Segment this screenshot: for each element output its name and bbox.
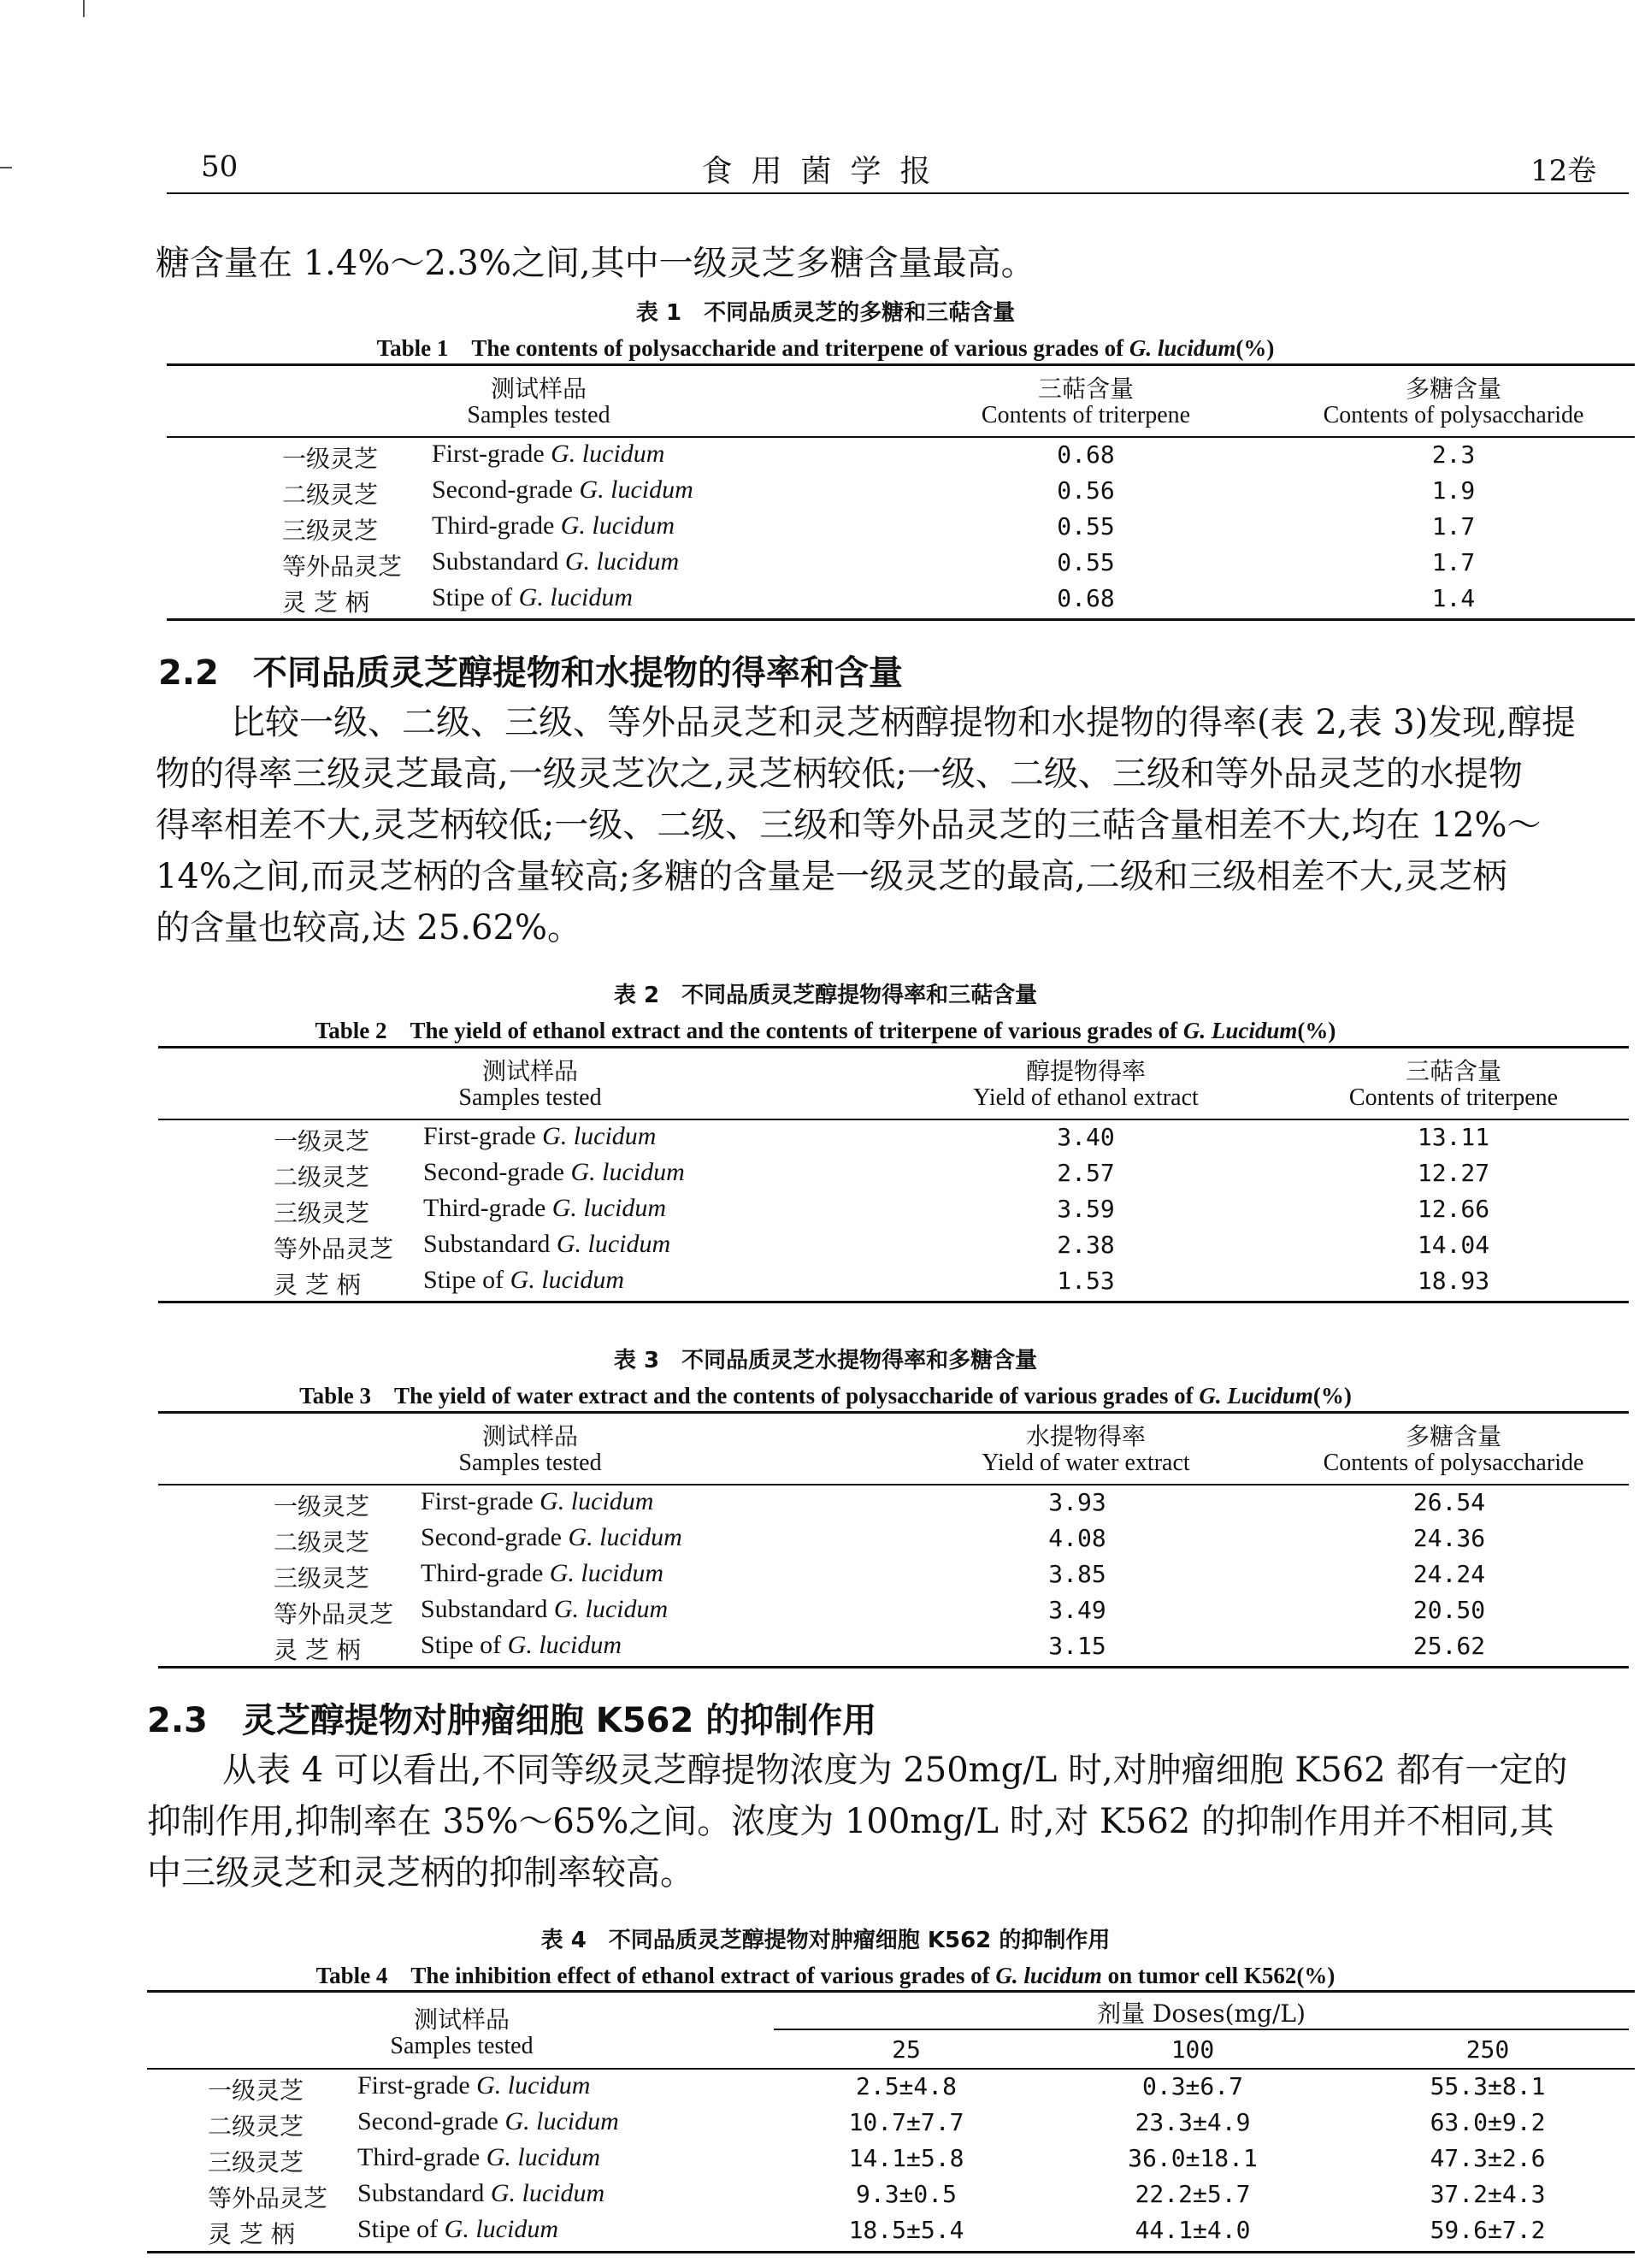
table4-row-dose250: 47.3±2.6 (1430, 2144, 1546, 2172)
page-number: 50 (201, 150, 239, 184)
table1-row-en: Substandard G. lucidum (432, 547, 680, 576)
table2-row-ethanol-yield: 2.57 (1057, 1159, 1115, 1187)
table1-bottom-rule (167, 618, 1635, 621)
table3-row-water-yield: 4.08 (1048, 1524, 1106, 1552)
table2-caption-cn: 表 2 不同品质灵芝醇提物得率和三萜含量 (613, 983, 1038, 1008)
table4-row-en: Second-grade G. lucidum (357, 2107, 619, 2135)
table1-col3-header-en: Contents of polysaccharide (1323, 402, 1584, 428)
table2-row-cn: 二级灵芝 (274, 1163, 370, 1191)
table4-dose-header: 剂量 Doses(mg/L) (1097, 1999, 1306, 2028)
table3-row-cn: 二级灵芝 (274, 1528, 370, 1556)
table2-col3-header-cn: 三萜含量 (1405, 1057, 1501, 1085)
table4-dose-25: 25 (892, 2035, 921, 2064)
table4-row-dose25: 2.5±4.8 (855, 2072, 957, 2100)
table1-row-en: Second-grade G. lucidum (432, 475, 693, 504)
table3-top-rule (158, 1411, 1629, 1414)
intro-paragraph (156, 238, 1643, 289)
table3-caption-en: Table 3 The yield of water extract and the contents of polysaccharide of various grades of G. Lucidum(%) (299, 1383, 1352, 1409)
table3-caption-cn: 表 3 不同品质灵芝水提物得率和多糖含量 (613, 1348, 1038, 1373)
table4-header-rule (147, 2068, 1635, 2070)
table2-row-ethanol-yield: 3.40 (1057, 1123, 1115, 1151)
paragraph-line: 14%之间,而灵芝柄的含量较高;多糖的含量是一级灵芝的最高,二级和三级相差不大,灵芝柄 (156, 857, 1507, 896)
table2-header-rule (158, 1119, 1629, 1120)
table1-row-triterpene: 0.55 (1057, 512, 1115, 540)
table1-col1-header-en: Samples tested (467, 402, 610, 428)
table2-row-ethanol-yield: 3.59 (1057, 1195, 1115, 1223)
table3-row-cn: 一级灵芝 (274, 1492, 370, 1521)
table2-col1-header-cn: 测试样品 (481, 1057, 578, 1085)
table2-caption-en: Table 2 The yield of ethanol extract and the contents of triterpene of various grades of G. Lucidum(%) (315, 1018, 1336, 1043)
table1-row-polysaccharide: 1.7 (1431, 548, 1476, 576)
table3-row-water-yield: 3.93 (1048, 1488, 1106, 1516)
table1-row-polysaccharide: 1.9 (1431, 476, 1476, 505)
table3-col3-header-cn: 多糖含量 (1405, 1422, 1501, 1450)
table4-dose-250: 250 (1465, 2035, 1510, 2064)
table1-top-rule (167, 363, 1635, 366)
table4-row-dose250: 37.2±4.3 (1430, 2180, 1546, 2208)
table4-row-dose100: 23.3±4.9 (1135, 2108, 1251, 2136)
table1-caption-cn: 表 1 不同品质灵芝的多糖和三萜含量 (635, 300, 1016, 326)
paragraph-line: 得率相差不大,灵芝柄较低;一级、二级、三级和等外品灵芝的三萜含量相差不大,均在 12%～ (156, 806, 1542, 845)
table2-row-triterpene: 12.27 (1417, 1159, 1490, 1187)
table2-row-cn: 灵 芝 柄 (274, 1271, 361, 1299)
table1-caption-en-prefix: Table 1 The contents of polysaccharide and triterpene of various grades of (376, 335, 1129, 361)
table1-row-polysaccharide: 1.7 (1431, 512, 1476, 540)
table1-row-cn: 三级灵芝 (282, 517, 379, 545)
table3-row-water-yield: 3.85 (1048, 1560, 1106, 1588)
table2-row-triterpene: 14.04 (1417, 1231, 1490, 1259)
paragraph-line: 物的得率三级灵芝最高,一级灵芝次之,灵芝柄较低;一级、二级、三级和等外品灵芝的水提物 (156, 754, 1523, 794)
table4-row-cn: 等外品灵芝 (208, 2184, 328, 2212)
table4-row-dose25: 18.5±5.4 (848, 2216, 964, 2244)
table2-row-triterpene: 18.93 (1417, 1267, 1490, 1295)
table2-row-en: Third-grade G. lucidum (423, 1194, 667, 1222)
paragraph-line: 抑制作用,抑制率在 35%～65%之间。浓度为 100mg/L 时,对 K562 的抑制作用并不相同,其 (147, 1802, 1554, 1841)
table4-bottom-rule (147, 2251, 1635, 2253)
table1-col1-header-cn: 测试样品 (490, 375, 587, 403)
table3-row-en: Second-grade G. lucidum (421, 1523, 682, 1551)
table3-row-cn: 等外品灵芝 (274, 1600, 394, 1628)
table3-row-polysaccharide: 24.24 (1412, 1560, 1486, 1588)
table2-row-cn: 三级灵芝 (274, 1199, 370, 1227)
table1-row-triterpene: 0.56 (1057, 476, 1115, 505)
paragraph-line: 的含量也较高,达 25.62%。 (156, 908, 581, 948)
table1-row-cn: 灵 芝 柄 (282, 588, 369, 617)
table4-caption-cn: 表 4 不同品质灵芝醇提物对肿瘤细胞 K562 的抑制作用 (540, 1928, 1111, 1953)
table2-row-triterpene: 12.66 (1417, 1195, 1490, 1223)
table3-row-cn: 灵 芝 柄 (274, 1636, 361, 1664)
header-rule (167, 192, 1629, 194)
table1-caption-en (0, 329, 1651, 363)
table2-col3-header-en: Contents of triterpene (1348, 1084, 1559, 1111)
table3-col1-header-cn: 测试样品 (481, 1422, 578, 1450)
table3-row-cn: 三级灵芝 (274, 1564, 370, 1592)
table3-row-water-yield: 3.49 (1048, 1596, 1106, 1624)
table3-row-en: First-grade G. lucidum (421, 1487, 654, 1515)
table4-row-dose100: 44.1±4.0 (1135, 2216, 1251, 2244)
journal-title: 食用菌学报 (701, 154, 950, 189)
table2-row-ethanol-yield: 2.38 (1057, 1231, 1115, 1259)
table2-col1-header-en: Samples tested (458, 1084, 602, 1111)
table4-col1-header-en: Samples tested (390, 2033, 534, 2059)
table4-row-en: Third-grade G. lucidum (357, 2143, 601, 2171)
table3-col1-header-en: Samples tested (458, 1450, 602, 1476)
table4-row-cn: 二级灵芝 (208, 2112, 304, 2141)
volume-label: 12卷 (1530, 154, 1597, 188)
table4-row-dose25: 10.7±7.7 (848, 2108, 964, 2136)
table1-row-triterpene: 0.68 (1057, 440, 1115, 469)
table2-row-ethanol-yield: 1.53 (1057, 1267, 1115, 1295)
margin-mark-top (83, 0, 85, 17)
table2-top-rule (158, 1046, 1629, 1048)
table1-row-en: Third-grade G. lucidum (432, 511, 675, 540)
table3-col3-header-en: Contents of polysaccharide (1323, 1450, 1584, 1476)
table4-row-cn: 灵 芝 柄 (208, 2220, 295, 2248)
table3-row-en: Stipe of G. lucidum (421, 1631, 622, 1659)
table1-row-en: First-grade G. lucidum (432, 440, 665, 468)
table2-row-en: First-grade G. lucidum (423, 1122, 657, 1150)
section-2-2-paragraph (156, 697, 1643, 954)
table4-row-dose25: 14.1±5.8 (848, 2144, 964, 2172)
table2-col2-header-cn: 醇提物得率 (1025, 1057, 1146, 1085)
table3-col2-header-en: Yield of water extract (982, 1450, 1190, 1476)
table1-row-en: Stipe of G. lucidum (432, 583, 633, 611)
table4-row-en: Substandard G. lucidum (357, 2179, 605, 2207)
paragraph-line: 比较一级、二级、三级、等外品灵芝和灵芝柄醇提物和水提物的得率(表 2,表 3)发现,醇提 (231, 703, 1576, 742)
table4-row-cn: 一级灵芝 (208, 2076, 304, 2105)
table2-row-en: Substandard G. lucidum (423, 1230, 671, 1258)
table4-caption-en: Table 4 The inhibition effect of ethanol extract of various grades of G. lucidum on tumor cell K562(%) (315, 1963, 1336, 1988)
table1-caption-en-italic: G. lucidum (1129, 335, 1236, 361)
table1-row-polysaccharide: 2.3 (1431, 440, 1476, 469)
table2-bottom-rule (158, 1301, 1629, 1303)
table4-dose-rule (774, 2029, 1629, 2030)
table1-row-triterpene: 0.55 (1057, 548, 1115, 576)
table1-col2-header-en: Contents of triterpene (981, 402, 1191, 428)
table4-col1-header-cn: 测试样品 (413, 2005, 510, 2034)
table1-row-cn: 一级灵芝 (282, 445, 379, 473)
table3-bottom-rule (158, 1666, 1629, 1669)
table2-col2-header-en: Yield of ethanol extract (973, 1084, 1199, 1111)
table1-row-polysaccharide: 1.4 (1431, 584, 1476, 612)
paragraph-line: 从表 4 可以看出,不同等级灵芝醇提物浓度为 250mg/L 时,对肿瘤细胞 K562 都有一定的 (222, 1751, 1568, 1790)
table1-header-rule (167, 436, 1635, 438)
table3-row-polysaccharide: 25.62 (1412, 1632, 1486, 1660)
paragraph-line: 中三级灵芝和灵芝柄的抑制率较高。 (147, 1853, 694, 1893)
table3-row-en: Third-grade G. lucidum (421, 1559, 664, 1587)
table4-top-rule (147, 1990, 1635, 1993)
table3-header-rule (158, 1484, 1629, 1485)
table4-row-dose100: 36.0±18.1 (1128, 2144, 1258, 2172)
table3-row-polysaccharide: 20.50 (1412, 1596, 1486, 1624)
table4-row-dose250: 59.6±7.2 (1430, 2216, 1546, 2244)
table3-row-water-yield: 3.15 (1048, 1632, 1106, 1660)
table4-row-cn: 三级灵芝 (208, 2148, 304, 2176)
table2-row-en: Second-grade G. lucidum (423, 1158, 685, 1186)
table1-row-triterpene: 0.68 (1057, 584, 1115, 612)
table2-row-triterpene: 13.11 (1417, 1123, 1490, 1151)
table4-row-dose250: 55.3±8.1 (1430, 2072, 1546, 2100)
table4-row-en: First-grade G. lucidum (357, 2071, 591, 2100)
intro-line: 糖含量在 1.4%～2.3%之间,其中一级灵芝多糖含量最高。 (156, 244, 1035, 283)
table1-row-cn: 等外品灵芝 (282, 552, 403, 581)
table1-col2-header-cn: 三萜含量 (1037, 375, 1134, 403)
table1-caption-en-suffix: (%) (1235, 335, 1275, 361)
table4-row-en: Stipe of G. lucidum (357, 2215, 558, 2243)
table3-row-en: Substandard G. lucidum (421, 1595, 669, 1623)
table3-col2-header-cn: 水提物得率 (1025, 1422, 1146, 1450)
table4-row-dose100: 22.2±5.7 (1135, 2180, 1251, 2208)
table4-dose-100: 100 (1170, 2035, 1215, 2064)
section-2-3-paragraph (147, 1745, 1635, 1899)
table1-row-cn: 二级灵芝 (282, 481, 379, 509)
table4-row-dose100: 0.3±6.7 (1141, 2072, 1243, 2100)
section-2-2-heading: 2.2 不同品质灵芝醇提物和水提物的得率和含量 (158, 653, 903, 693)
table4-row-dose250: 63.0±9.2 (1430, 2108, 1546, 2136)
table3-row-polysaccharide: 24.36 (1412, 1524, 1486, 1552)
table2-row-en: Stipe of G. lucidum (423, 1266, 624, 1294)
section-2-3-heading: 2.3 灵芝醇提物对肿瘤细胞 K562 的抑制作用 (147, 1701, 877, 1740)
table2-row-cn: 一级灵芝 (274, 1127, 370, 1155)
table4-row-dose25: 9.3±0.5 (855, 2180, 957, 2208)
table1-col3-header-cn: 多糖含量 (1405, 375, 1501, 403)
table3-row-polysaccharide: 26.54 (1412, 1488, 1486, 1516)
table2-row-cn: 等外品灵芝 (274, 1235, 394, 1263)
